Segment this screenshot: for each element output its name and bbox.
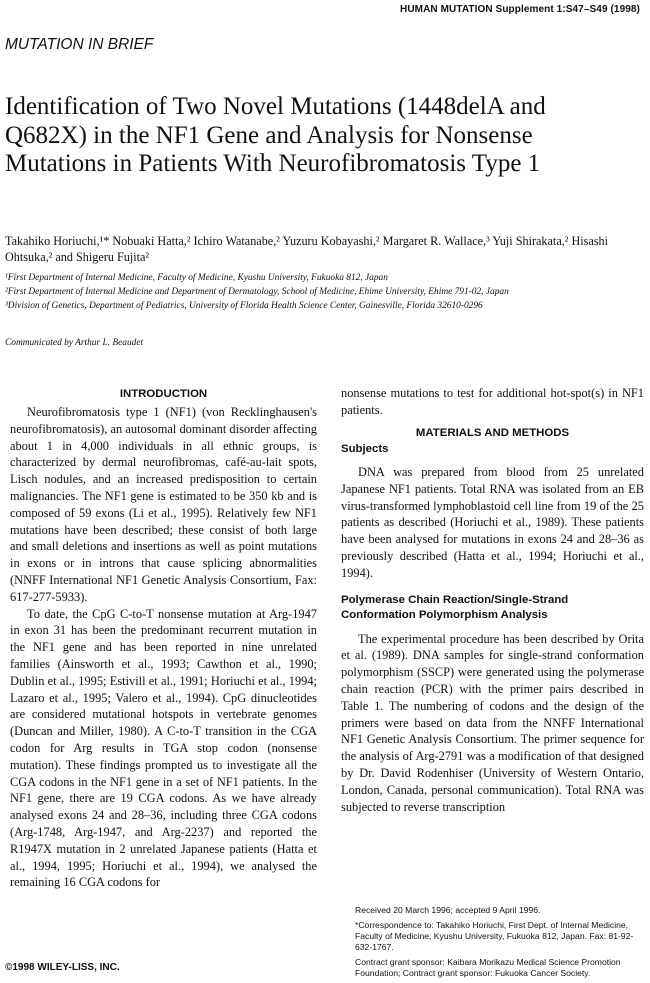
article-title: Identification of Two Novel Mutations (1448delA and Q682X) in the NF1 Gene and Analysis for Nonsense Mutations in Patients With Neurofibromatosis Type 1 [5, 93, 546, 177]
received-date-note: Received 20 March 1996; accepted 9 April 1996. [355, 905, 541, 915]
communicated-by: Communicated by Arthur L. Beaudet [5, 338, 144, 348]
affiliation-2: ²First Department of Internal Medicine and Department of Dermatology, School of Medicine, Ehime University, Ehime 791-02, Japan [5, 287, 509, 298]
intro-paragraph-2: To date, the CpG C-to-T nonsense mutation at Arg-1947 in exon 31 has been the predominant recurrent mutation in the NF1 gene and has been reported in nine unrelated families (Ainsworth et al., 1993; Cawthon et al., 1990; Dublin et al., 1995; Estivill et al., 1991; Horiuchi et al., 1994; Lazaro et al., 1995; Valero et al., 1994). CpG dinucleotides are considered mutational hotspots in vertebrate genomes (Duncan and Miller, 1980). A C-to-T transition in the CGA codon for Arg results in TGA stop codon (nonsense mutation). These findings prompted us to investigate all the CGA codons in the NF1 gene in a set of NF1 patients. In the NF1 gene, there are 19 CGA codons. As we have already analysed exons 24 and 28–36, including three CGA codons (Arg-1748, Arg-1947, and Arg-2237) and reported the R1947X mutation in 2 unrelated Japanese patients (Hatta et al., 1994, 1995; Horiuchi et al., 1994), we analysed the remaining 16 CGA codons for [10, 606, 317, 890]
footnotes [341, 905, 644, 983]
intro-paragraph-1: Neurofibromatosis type 1 (NF1) (von Recklinghausen's neurofibromatosis), an autosomal dominant disorder affecting about 1 in 4,000 individuals in all ethnic groups, is characterized by dermal neurofibromas, café-au-lait spots, Lisch nodules, and an increased predisposition to certain malignancies. The NF1 gene is estimated to be 350 kb and is composed of 59 exons (Li et al., 1995). Relatively few NF1 mutations have been described; these consist of both large and small deletions and insertions as well as point mutations in exons or in introns that cause splicing abnormalities (NNFF International NF1 Genetic Analysis Consortium, Fax: 617-277-5933). [10, 405, 317, 604]
copyright-notice: ©1998 WILEY-LISS, INC. [5, 962, 120, 973]
materials-methods-heading: MATERIALS AND METHODS [415, 426, 570, 439]
correspondence-note: *Correspondence to: Takahiko Horiuchi, First Dept. of Internal Medicine, Faculty of Medicine, Kyushu University, Fukuoka 812, Japan. Fax: 81-92-632-1767. [355, 920, 634, 952]
author-list: Takahiko Horiuchi,¹* Nobuaki Hatta,² Ichiro Watanabe,² Yuzuru Kobayashi,² Margaret R. Wallace,³ Yuji Shirakata,² Hisashi Ohtsuka,² and Shigeru Fujita² [5, 234, 609, 264]
affiliation-1: ¹First Department of Internal Medicine, Faculty of Medicine, Kyushu University, Fukuoka 812, Japan [5, 273, 388, 283]
journal-header: HUMAN MUTATION Supplement 1:S47–S49 (1998) [400, 4, 640, 15]
subjects-paragraph: DNA was prepared from blood from 25 unrelated Japanese NF1 patients. Total RNA was isolated from an EB virus-transformed lymphoblastoid cell line from 19 of the 25 patients as described (Horiuchi et al., 1989). These patients have been analysed for mutations in exons 24 and 28–36 as previously described (Hatta et al., 1994; Horiuchi et al., 1994). [341, 465, 644, 580]
grant-sponsor-note: Contract grant sponsor: Kaibara Morikazu Medical Science Promotion Foundation; Contract grant sponsor: Fukuoka Cancer Society. [355, 957, 621, 978]
right-column [341, 385, 644, 815]
affiliation-3: ³Division of Genetics, Department of Pediatrics, University of Florida Health Science Center, Gainesville, Florida 32610-0296 [5, 301, 483, 312]
section-label: MUTATION IN BRIEF [5, 36, 154, 53]
pcr-paragraph: The experimental procedure has been described by Orita et al. (1989). DNA samples for single-strand conformation polymorphism (SSCP) were generated using the polymerase chain reaction (PCR) with the primer pairs described in Table 1. The numbering of codons and the design of the primers were based on data from the NNFF International NF1 Genetic Analysis Consortium. The primer sequence for the analysis of Arg-2791 was a modification of that designed by Dr. David Rodenhiser (University of Western Ontario, London, Canada, personal communication). Total RNA was subjected to reverse transcription [341, 631, 644, 814]
affiliations [5, 271, 645, 314]
intro-continuation: nonsense mutations to test for additional hot-spot(s) in NF1 patients. [341, 386, 644, 417]
left-column [10, 387, 317, 891]
pcr-sscp-heading: Polymerase Chain Reaction/Single-Strand Conformation Polymorphism Analysis [341, 593, 569, 622]
introduction-heading: INTRODUCTION [119, 388, 208, 400]
subjects-heading: Subjects [341, 442, 389, 455]
